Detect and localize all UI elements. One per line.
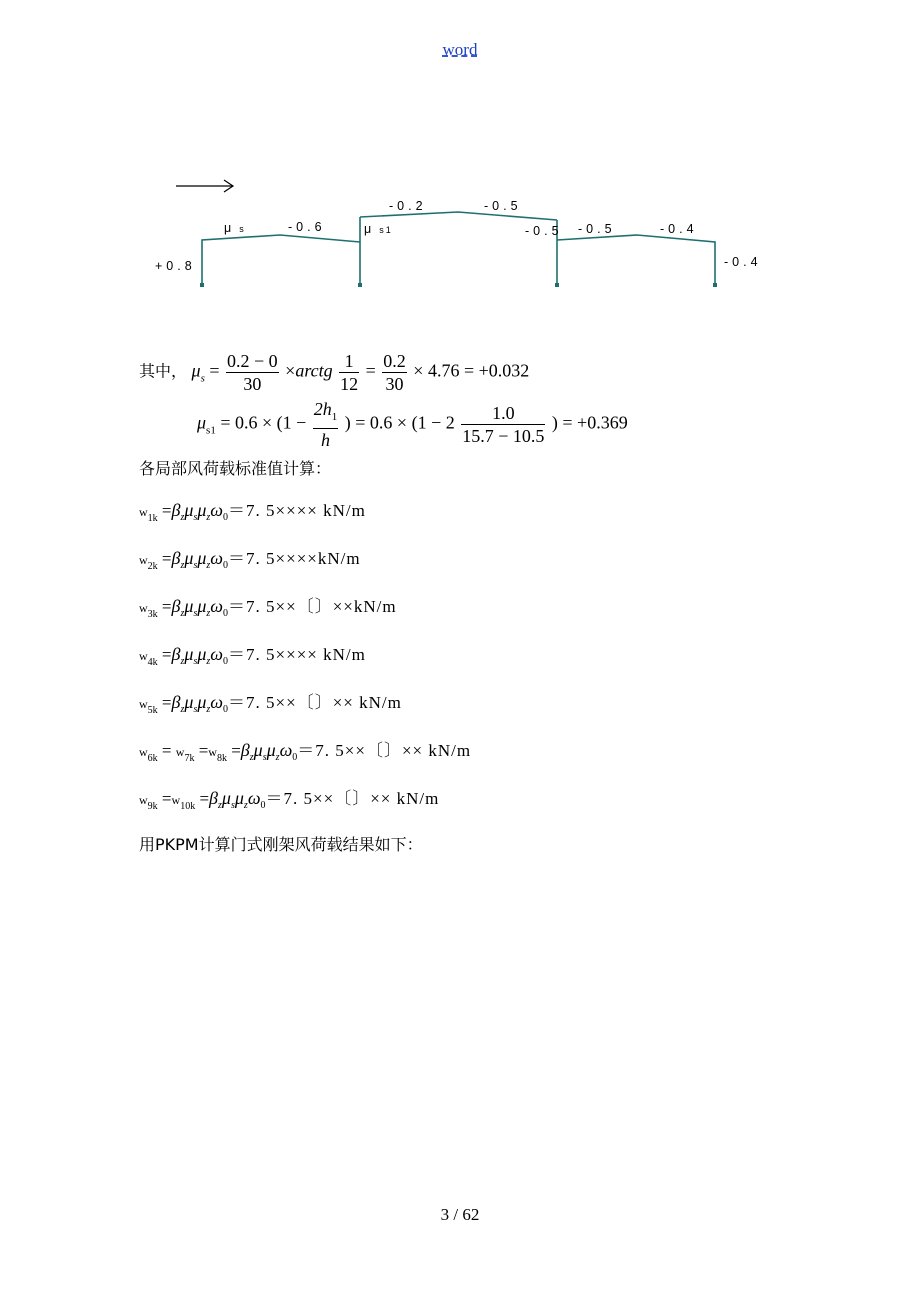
label-roof2-right: -0.5 [484, 199, 522, 213]
formula-mu-s: 其中， $\mu_s$ = $\frac{0.2 - 0}{30}$ ×arctg $\frac{1}{12}$ = $\frac{0.2}{30}$ × 4.76 = +0.032 [139, 351, 530, 394]
section-heading: 各局部风荷载标准值计算： [139, 459, 332, 478]
right-arrow-icon [176, 180, 233, 192]
label-roof3-left: -0.5 [578, 222, 616, 236]
wind-load-line: $w_{1k} =\beta_z\mu_s\mu_z\omega_0=7$. 5×××× kN/m [139, 500, 366, 524]
label-left-wall: +0.8 [155, 259, 196, 273]
wind-load-line: $w_{5k} =\beta_z\mu_s\mu_z\omega_0=7$. 5××〔〕×× kN/m [139, 692, 402, 716]
wind-load-line: $w_{4k} =\beta_z\mu_s\mu_z\omega_0=7$. 5×××× kN/m [139, 644, 366, 668]
label-mid-wall: -0.5 [525, 224, 563, 238]
label-right-wall: -0.4 [724, 255, 762, 269]
label-roof1-right: -0.6 [288, 220, 326, 234]
frame-lines [202, 212, 715, 285]
label-roof3-right: -0.4 [660, 222, 698, 236]
label-mu-s1: μ s1 [364, 222, 393, 236]
closing-text: 用PKPM计算门式刚架风荷载结果如下： [139, 835, 423, 854]
wind-load-line: $w_{9k} =w_{10k} =\beta_z\mu_s\mu_z\omega_0=7$. 5××〔〕×× kN/m [139, 788, 440, 812]
page-number: 3 / 62 [440, 1205, 480, 1224]
label-roof2-left: -0.2 [389, 199, 427, 213]
label-mu-s: μ s [224, 221, 246, 235]
wind-load-line: $w_{3k} =\beta_z\mu_s\mu_z\omega_0=7$. 5××〔〕××kN/m [139, 596, 397, 620]
header-word-link[interactable]: word [442, 40, 478, 59]
column-supports [200, 283, 717, 287]
wind-load-line: $w_{6k} = w_{7k} =w_{8k} =\beta_z\mu_s\mu_z\omega_0=7$. 5××〔〕×× kN/m [139, 740, 472, 764]
wind-load-line: $w_{2k} =\beta_z\mu_s\mu_z\omega_0=7$. 5××××kN/m [139, 548, 361, 572]
formula-mu-s1: $\mu_{s1} = 0.6 \times (1$ − $\frac{2h_1}{h}$ ) = 0.6 × (1 − 2 $\frac{1.0}{15.7 - 10.5}$ ) = +0.369 [197, 399, 628, 450]
